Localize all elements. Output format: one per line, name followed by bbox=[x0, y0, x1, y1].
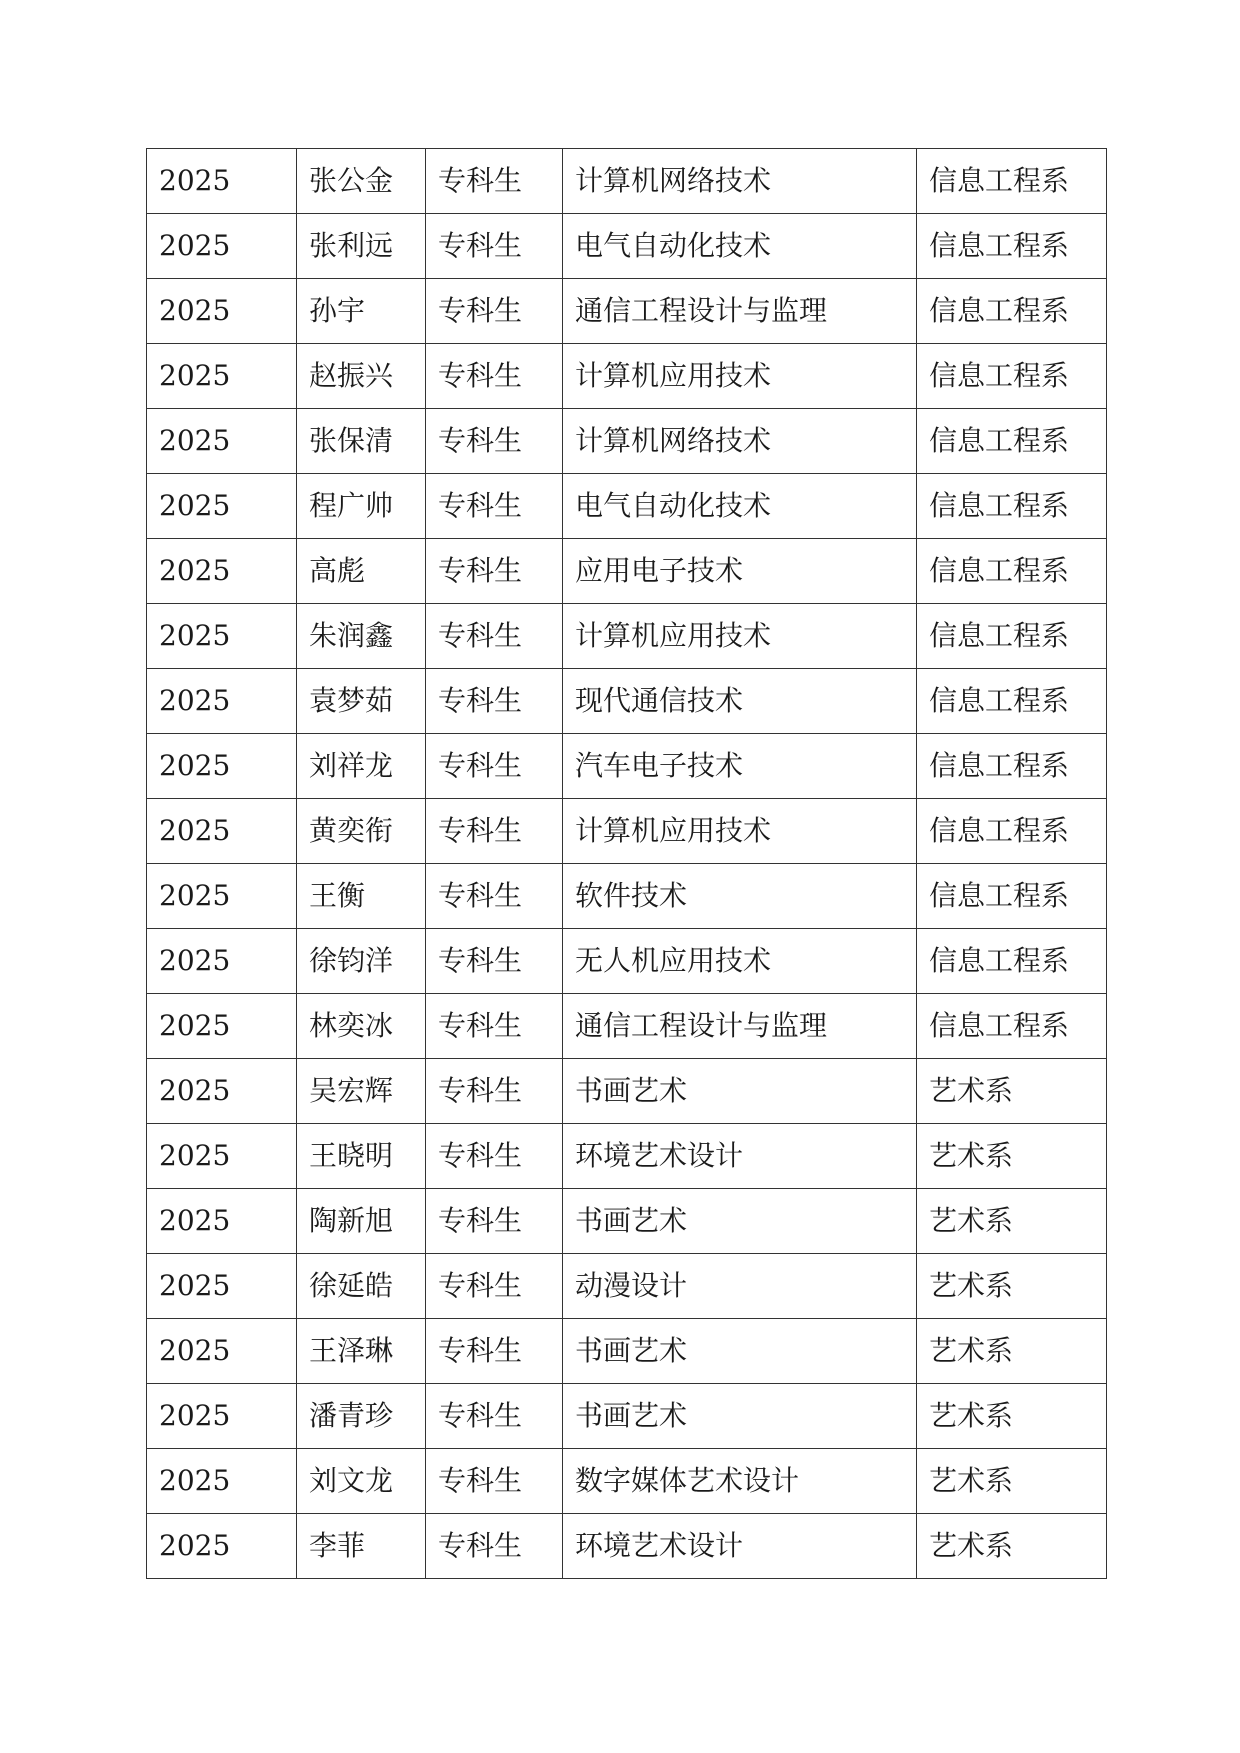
table-row bbox=[147, 604, 1107, 669]
table-row bbox=[147, 1319, 1107, 1384]
table-row bbox=[147, 1514, 1107, 1579]
cell-name: 张保清 bbox=[297, 409, 426, 474]
cell-major: 环境艺术设计 bbox=[563, 1514, 917, 1579]
table-row bbox=[147, 409, 1107, 474]
cell-department: 艺术系 bbox=[917, 1124, 1107, 1189]
cell-student-type: 专科生 bbox=[426, 734, 563, 799]
cell-student-type: 专科生 bbox=[426, 409, 563, 474]
cell-name: 李菲 bbox=[297, 1514, 426, 1579]
cell-major: 书画艺术 bbox=[563, 1189, 917, 1254]
cell-year: 2025 bbox=[147, 1189, 297, 1254]
table-row bbox=[147, 474, 1107, 539]
cell-department: 信息工程系 bbox=[917, 149, 1107, 214]
cell-student-type: 专科生 bbox=[426, 149, 563, 214]
cell-year: 2025 bbox=[147, 1514, 297, 1579]
cell-name: 高彪 bbox=[297, 539, 426, 604]
table-row bbox=[147, 1254, 1107, 1319]
cell-student-type: 专科生 bbox=[426, 214, 563, 279]
cell-department: 信息工程系 bbox=[917, 864, 1107, 929]
cell-major: 无人机应用技术 bbox=[563, 929, 917, 994]
cell-name: 林奕冰 bbox=[297, 994, 426, 1059]
cell-student-type: 专科生 bbox=[426, 799, 563, 864]
cell-student-type: 专科生 bbox=[426, 1319, 563, 1384]
cell-year: 2025 bbox=[147, 214, 297, 279]
table-row bbox=[147, 799, 1107, 864]
cell-major: 计算机网络技术 bbox=[563, 409, 917, 474]
cell-department: 艺术系 bbox=[917, 1449, 1107, 1514]
roster-table-body bbox=[147, 149, 1107, 1579]
table-row bbox=[147, 149, 1107, 214]
cell-department: 信息工程系 bbox=[917, 214, 1107, 279]
cell-name: 朱润鑫 bbox=[297, 604, 426, 669]
cell-name: 徐延皓 bbox=[297, 1254, 426, 1319]
cell-year: 2025 bbox=[147, 149, 297, 214]
cell-year: 2025 bbox=[147, 864, 297, 929]
cell-year: 2025 bbox=[147, 1384, 297, 1449]
table-row bbox=[147, 1384, 1107, 1449]
cell-department: 信息工程系 bbox=[917, 994, 1107, 1059]
table-row bbox=[147, 539, 1107, 604]
cell-name: 赵振兴 bbox=[297, 344, 426, 409]
cell-student-type: 专科生 bbox=[426, 1189, 563, 1254]
cell-name: 刘文龙 bbox=[297, 1449, 426, 1514]
cell-department: 艺术系 bbox=[917, 1189, 1107, 1254]
table-row bbox=[147, 1189, 1107, 1254]
cell-name: 袁梦茹 bbox=[297, 669, 426, 734]
cell-major: 电气自动化技术 bbox=[563, 214, 917, 279]
cell-year: 2025 bbox=[147, 409, 297, 474]
cell-major: 应用电子技术 bbox=[563, 539, 917, 604]
cell-major: 数字媒体艺术设计 bbox=[563, 1449, 917, 1514]
cell-major: 书画艺术 bbox=[563, 1059, 917, 1124]
cell-year: 2025 bbox=[147, 1059, 297, 1124]
cell-major: 通信工程设计与监理 bbox=[563, 279, 917, 344]
cell-department: 艺术系 bbox=[917, 1254, 1107, 1319]
cell-student-type: 专科生 bbox=[426, 864, 563, 929]
cell-student-type: 专科生 bbox=[426, 1254, 563, 1319]
cell-student-type: 专科生 bbox=[426, 1514, 563, 1579]
cell-major: 书画艺术 bbox=[563, 1384, 917, 1449]
table-row bbox=[147, 864, 1107, 929]
cell-student-type: 专科生 bbox=[426, 344, 563, 409]
cell-year: 2025 bbox=[147, 734, 297, 799]
cell-major: 汽车电子技术 bbox=[563, 734, 917, 799]
table-row bbox=[147, 994, 1107, 1059]
cell-year: 2025 bbox=[147, 799, 297, 864]
cell-name: 黄奕衔 bbox=[297, 799, 426, 864]
cell-student-type: 专科生 bbox=[426, 279, 563, 344]
cell-year: 2025 bbox=[147, 994, 297, 1059]
cell-major: 计算机网络技术 bbox=[563, 149, 917, 214]
cell-year: 2025 bbox=[147, 344, 297, 409]
cell-major: 计算机应用技术 bbox=[563, 604, 917, 669]
student-roster-table bbox=[146, 148, 1107, 1579]
table-row bbox=[147, 1449, 1107, 1514]
table-row bbox=[147, 1059, 1107, 1124]
cell-department: 信息工程系 bbox=[917, 539, 1107, 604]
cell-year: 2025 bbox=[147, 1449, 297, 1514]
cell-department: 信息工程系 bbox=[917, 604, 1107, 669]
cell-year: 2025 bbox=[147, 474, 297, 539]
cell-name: 潘青珍 bbox=[297, 1384, 426, 1449]
cell-name: 王衡 bbox=[297, 864, 426, 929]
table-row bbox=[147, 1124, 1107, 1189]
cell-major: 现代通信技术 bbox=[563, 669, 917, 734]
table-row bbox=[147, 669, 1107, 734]
cell-department: 艺术系 bbox=[917, 1384, 1107, 1449]
cell-name: 吴宏辉 bbox=[297, 1059, 426, 1124]
cell-name: 王泽琳 bbox=[297, 1319, 426, 1384]
cell-major: 书画艺术 bbox=[563, 1319, 917, 1384]
cell-student-type: 专科生 bbox=[426, 1124, 563, 1189]
cell-department: 信息工程系 bbox=[917, 279, 1107, 344]
table-row bbox=[147, 929, 1107, 994]
cell-year: 2025 bbox=[147, 669, 297, 734]
cell-student-type: 专科生 bbox=[426, 669, 563, 734]
cell-department: 信息工程系 bbox=[917, 734, 1107, 799]
cell-year: 2025 bbox=[147, 279, 297, 344]
cell-student-type: 专科生 bbox=[426, 539, 563, 604]
cell-department: 艺术系 bbox=[917, 1319, 1107, 1384]
cell-department: 信息工程系 bbox=[917, 799, 1107, 864]
cell-year: 2025 bbox=[147, 539, 297, 604]
cell-major: 计算机应用技术 bbox=[563, 799, 917, 864]
cell-department: 信息工程系 bbox=[917, 474, 1107, 539]
cell-name: 王晓明 bbox=[297, 1124, 426, 1189]
table-row bbox=[147, 344, 1107, 409]
cell-student-type: 专科生 bbox=[426, 929, 563, 994]
cell-major: 电气自动化技术 bbox=[563, 474, 917, 539]
cell-student-type: 专科生 bbox=[426, 604, 563, 669]
cell-year: 2025 bbox=[147, 604, 297, 669]
cell-major: 通信工程设计与监理 bbox=[563, 994, 917, 1059]
cell-major: 环境艺术设计 bbox=[563, 1124, 917, 1189]
cell-name: 陶新旭 bbox=[297, 1189, 426, 1254]
cell-student-type: 专科生 bbox=[426, 994, 563, 1059]
cell-name: 刘祥龙 bbox=[297, 734, 426, 799]
table-row bbox=[147, 279, 1107, 344]
cell-student-type: 专科生 bbox=[426, 1449, 563, 1514]
cell-department: 信息工程系 bbox=[917, 929, 1107, 994]
cell-name: 程广帅 bbox=[297, 474, 426, 539]
cell-department: 信息工程系 bbox=[917, 669, 1107, 734]
cell-department: 艺术系 bbox=[917, 1514, 1107, 1579]
cell-year: 2025 bbox=[147, 1319, 297, 1384]
cell-department: 艺术系 bbox=[917, 1059, 1107, 1124]
cell-name: 孙宇 bbox=[297, 279, 426, 344]
cell-student-type: 专科生 bbox=[426, 1384, 563, 1449]
cell-department: 信息工程系 bbox=[917, 409, 1107, 474]
cell-department: 信息工程系 bbox=[917, 344, 1107, 409]
cell-student-type: 专科生 bbox=[426, 474, 563, 539]
cell-student-type: 专科生 bbox=[426, 1059, 563, 1124]
cell-major: 计算机应用技术 bbox=[563, 344, 917, 409]
cell-name: 张公金 bbox=[297, 149, 426, 214]
table-row bbox=[147, 734, 1107, 799]
cell-year: 2025 bbox=[147, 1254, 297, 1319]
cell-name: 徐钧洋 bbox=[297, 929, 426, 994]
cell-year: 2025 bbox=[147, 929, 297, 994]
table-row bbox=[147, 214, 1107, 279]
cell-year: 2025 bbox=[147, 1124, 297, 1189]
cell-major: 软件技术 bbox=[563, 864, 917, 929]
cell-major: 动漫设计 bbox=[563, 1254, 917, 1319]
cell-name: 张利远 bbox=[297, 214, 426, 279]
